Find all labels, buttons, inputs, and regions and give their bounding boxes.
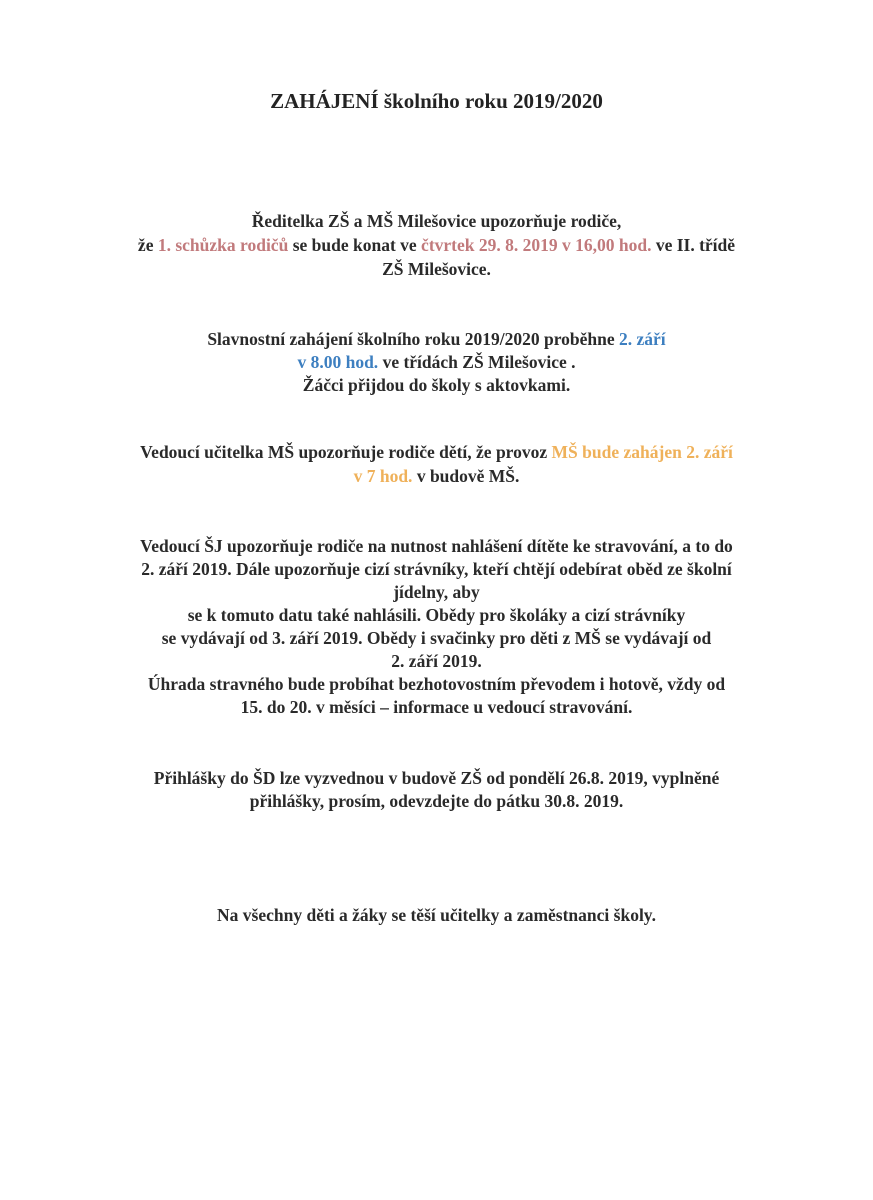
- opening-date-highlight: 2. září: [619, 329, 666, 349]
- opening-time-highlight: v 8.00 hod.: [297, 352, 379, 372]
- p4-line-7: Úhrada stravného bude probíhat bezhotovostním převodem i hotově, vždy od: [147, 674, 726, 694]
- p3-line-1: [0, 441, 873, 463]
- p3-line-2-text: v budově MŠ.: [412, 466, 520, 486]
- p3-line-2: [0, 465, 873, 487]
- p1-line-2-text-a: že: [137, 235, 158, 255]
- page-title: ZAHÁJENÍ školního roku 2019/2020: [270, 89, 603, 113]
- p2-line-2: [0, 351, 873, 373]
- p4-line-1: Vedoucí ŠJ upozorňuje rodiče na nutnost nahlášení dítěte ke stravování, a to do: [140, 536, 733, 556]
- p4-line-4: se k tomuto datu také nahlásili. Obědy pro školáky a cizí strávníky: [187, 605, 686, 625]
- kindergarten-time-highlight: v 7 hod.: [353, 466, 413, 486]
- p2-line-1: [0, 328, 873, 350]
- p5-line-1: Přihlášky do ŠD lze vyzvednou v budově ZŠ od pondělí 26.8. 2019, vyplněné: [153, 768, 720, 788]
- kindergarten-start-highlight: MŠ bude zahájen 2. září: [551, 442, 733, 462]
- parents-meeting-highlight: 1. schůzka rodičů: [157, 235, 289, 255]
- p1-line-2-text-c: se bude konat ve: [288, 235, 422, 255]
- p4-line-6: 2. září 2019.: [391, 651, 482, 671]
- p4-line-2: 2. září 2019. Dále upozorňuje cizí strávníky, kteří chtějí odebírat oběd ze školní: [141, 559, 732, 579]
- p1-line-1: Ředitelka ZŠ a MŠ Milešovice upozorňuje rodiče,: [251, 211, 622, 231]
- p4-line-3: jídelny, aby: [393, 582, 480, 602]
- p2-line-2-text: ve třídách ZŠ Milešovice .: [378, 352, 576, 372]
- p4-line-8: 15. do 20. v měsíci – informace u vedoucí stravování.: [240, 697, 633, 717]
- p2-line-1-text: Slavnostní zahájení školního roku 2019/2020 proběhne: [207, 329, 620, 349]
- p5-line-2: přihlášky, prosím, odevzdejte do pátku 30.8. 2019.: [249, 791, 624, 811]
- meeting-date-highlight: čtvrtek 29. 8. 2019 v 16,00 hod.: [421, 235, 652, 255]
- closing-line: Na všechny děti a žáky se těší učitelky a zaměstnanci školy.: [217, 905, 656, 925]
- p3-line-1-text: Vedoucí učitelka MŠ upozorňuje rodiče dětí, že provoz: [140, 442, 552, 462]
- p1-line-3: ZŠ Milešovice.: [382, 259, 491, 279]
- p2-line-3: Žáčci přijdou do školy s aktovkami.: [302, 375, 571, 395]
- p4-line-5: se vydávají od 3. září 2019. Obědy i svačinky pro děti z MŠ se vydávají od: [161, 628, 712, 648]
- p1-line-2-text-e: ve II. třídě: [651, 235, 736, 255]
- p1-line-2: [0, 234, 873, 256]
